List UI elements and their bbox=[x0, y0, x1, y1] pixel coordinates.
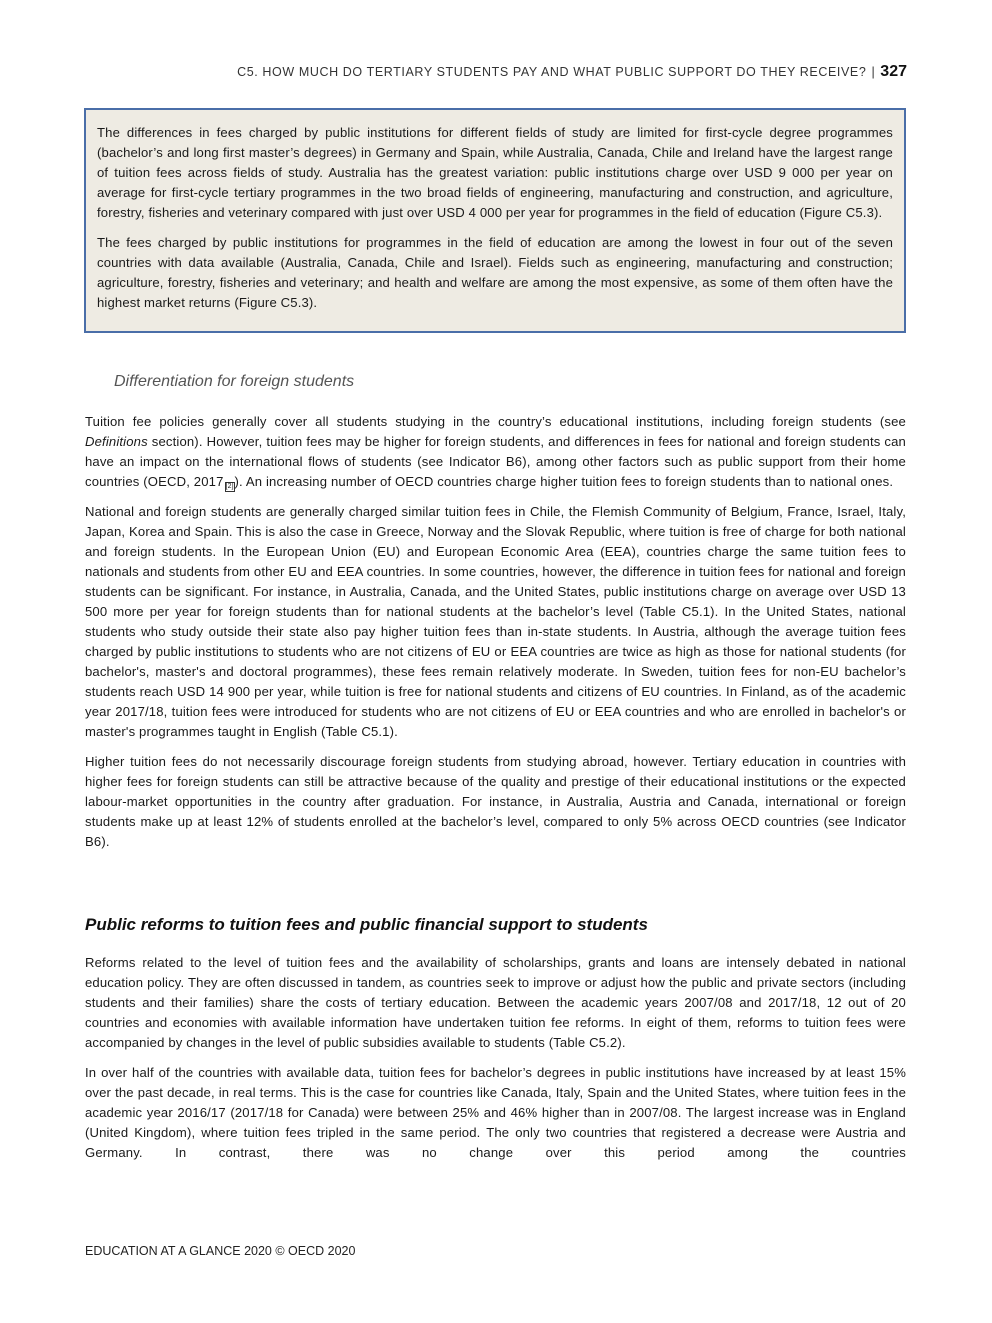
foreign-p1-part-a: Tuition fee policies generally cover all students studying in the country’s educational institutions, including foreign students (see bbox=[85, 414, 906, 429]
section-heading: Public reforms to tuition fees and public financial support to students bbox=[85, 915, 648, 934]
reforms-paragraph-2: In over half of the countries with available data, tuition fees for bachelor’s degrees in public institutions have increased by at least 15% over the past decade, in real terms. This is the case for countries like Canada, Italy, Spain and the United States, where tuition fees in the academic year 2016/17 (2017/18 for Canada) were between 25% and 46% higher than in 2007/08. The largest increase was in England (United Kingdom), where tuition fees tripled in the same period. The only two countries that registered a decrease were Austria and Germany. In contrast, there was no change over this period among the countries bbox=[85, 1065, 906, 1160]
foreign-paragraph-1 bbox=[85, 412, 906, 492]
header-separator: | bbox=[871, 65, 876, 79]
page-number: 327 bbox=[880, 63, 907, 80]
box-paragraph-1: The differences in fees charged by public institutions for different fields of study are limited for first-cycle degree programmes (bachelor’s and long first master’s degrees) in Germany and Spain, while Australia, Canada, Chile and Ireland have the largest range of tuition fees across fields of study. Australia has the greatest variation: public institutions charge over USD 9 000 per year on average for first-cycle tertiary programmes in the two broad fields of engineering, manufacturing and construction, and agriculture, forestry, fisheries and veterinary compared with just over USD 4 000 per year for programmes in the field of education (Figure C5.3). bbox=[97, 125, 893, 220]
running-title: C5. HOW MUCH DO TERTIARY STUDENTS PAY AND WHAT PUBLIC SUPPORT DO THEY RECEIVE? bbox=[237, 65, 867, 79]
page-footer: EDUCATION AT A GLANCE 2020 © OECD 2020 bbox=[85, 1244, 356, 1258]
foreign-students-text bbox=[85, 412, 906, 862]
definitions-link[interactable]: Definitions bbox=[85, 434, 148, 449]
summary-box bbox=[84, 108, 906, 333]
reforms-paragraph-1: Reforms related to the level of tuition fees and the availability of scholarships, grants and loans are intensely debated in national education policy. They are often discussed in tandem, as countries seek to improve or adjust how the public and private sectors (including students and their families) share the costs of tertiary education. Between the academic years 2007/08 and 2017/18, 12 out of 20 countries and economies with available information have undertaken tuition fee reforms. In eight of them, reforms to tuition fees were accompanied by changes in the level of public subsidies available to students (Table C5.2). bbox=[85, 955, 906, 1050]
box-paragraph-2: The fees charged by public institutions for programmes in the field of education are among the lowest in four out of the seven countries with data available (Australia, Canada, Chile and Israel). Fields such as engineering, manufacturing and construction; agriculture, forestry, fisheries and veterinary; and health and welfare are among the most expensive, as some of them often have the highest market returns (Figure C5.3). bbox=[97, 235, 893, 310]
foreign-p1-part-b: section). However, tuition fees may be higher for foreign students, and differences in fees for national and foreign students can have an impact on the international flows of students (see Indicator B6), among other factors such as public support from their home countries (OECD, 2017 bbox=[85, 434, 906, 489]
foreign-p1-part-c: ). An increasing number of OECD countries charge higher tuition fees to foreign students than to national ones. bbox=[234, 474, 894, 489]
subsection-heading: Differentiation for foreign students bbox=[114, 373, 355, 390]
reference-link[interactable]: [2] bbox=[225, 483, 234, 490]
foreign-paragraph-3: Higher tuition fees do not necessarily discourage foreign students from studying abroad, however. Tertiary education in countries with higher fees for foreign students can still be attractive because of the quality and prestige of their educational institutions or the expected labour-market opportunities in the country after graduation. For instance, in Australia, Austria and Canada, international or foreign students make up at least 12% of students enrolled at the bachelor’s level, compared to only 5% across OECD countries (see Indicator B6). bbox=[85, 754, 906, 849]
reforms-text bbox=[85, 953, 906, 1173]
running-header bbox=[85, 63, 907, 81]
foreign-paragraph-2: National and foreign students are generally charged similar tuition fees in Chile, the Flemish Community of Belgium, France, Israel, Italy, Japan, Korea and Spain. This is also the case in Greece, Norway and the Slovak Republic, where tuition is free of charge for both national and foreign students. In the European Union (EU) and European Economic Area (EEA), countries charge the same tuition fees to nationals and students from other EU and EEA countries. In some countries, however, the difference in tuition fees for national and foreign students can be significant. For instance, in Australia, Canada, and the United States, public institutions charge on average over USD 13 500 more per year for foreign students than for national students at the bachelor’s level (Table C5.1). In the United States, national students who study outside their state also pay higher tuition fees than in-state students. In Austria, although the average tuition fees charged by public institutions to students who are not citizens of EU or EEA countries are twice as high as those for national students (for bachelor's, master's and doctoral programmes), these fees remain relatively moderate. In Sweden, tuition fees for non-EU bachelor’s students reach USD 14 900 per year, while tuition is free for national students and citizens of EU countries. In Finland, as of the academic year 2017/18, tuition fees were introduced for students who are not citizens of EU or EEA countries and who are enrolled in bachelor's or master's programmes taught in English (Table C5.1). bbox=[85, 504, 906, 739]
